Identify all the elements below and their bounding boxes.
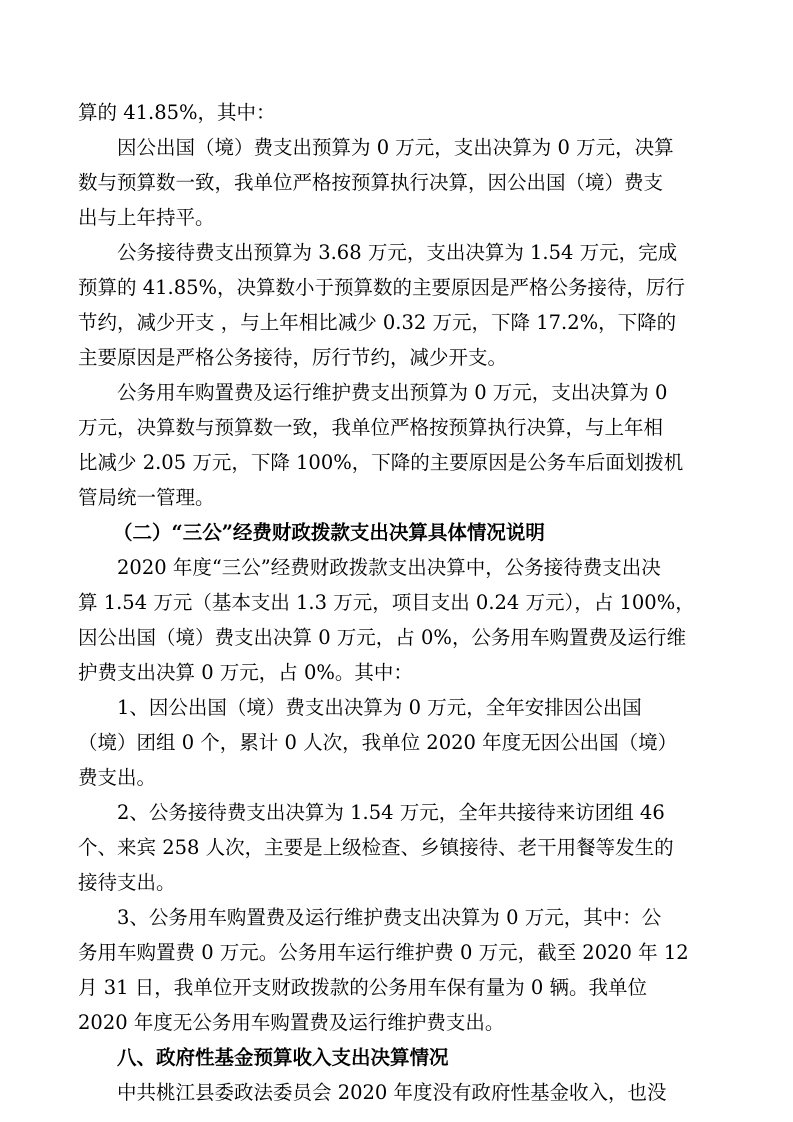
text-line: 护费支出决算 0 万元，占 0%。其中： [78, 661, 413, 684]
paragraph-line: 1、因公出国（境）费支出决算为 0 万元，全年安排因公出国 [117, 696, 642, 719]
text-line: 算 1.54 万元（基本支出 1.3 万元，项目支出 0.24 万元），占 100%， [78, 591, 695, 614]
paragraph-line: 因公出国（境）费支出预算为 0 万元，支出决算为 0 万元，决算 [117, 136, 674, 159]
text-line: 费支出。 [78, 766, 157, 789]
text-line: 万元，决算数与预算数一致，我单位严格按预算执行决算，与上年相 [78, 416, 664, 439]
text-line: 比减少 2.05 万元，下降 100%，下降的主要原因是公务车后面划拨机 [78, 451, 684, 474]
text-line: 算的 41.85%，其中： [78, 101, 276, 124]
text-line: 2020 年度无公务用车购置费及运行维护费支出。 [78, 1011, 505, 1034]
text-line: 务用车购置费 0 万元。公务用车运行维护费 0 万元，截至 2020 年 12 [78, 941, 689, 964]
paragraph-line: 3、公务用车购置费及运行维护费支出决算为 0 万元，其中：公 [117, 906, 662, 929]
text-line: 出与上年持平。 [78, 206, 215, 229]
paragraph-line: 中共桃江县委政法委员会 2020 年度没有政府性基金收入，也没 [117, 1081, 667, 1104]
text-line: 因公出国（境）费支出决算 0 万元，占 0%，公务用车购置费及运行维 [78, 626, 686, 649]
text-line: 月 31 日，我单位开支财政拨款的公务用车保有量为 0 辆。我单位 [78, 976, 648, 999]
paragraph-line: 公务接待费支出预算为 3.68 万元，支出决算为 1.54 万元，完成 [117, 241, 678, 264]
paragraph-line: 2、公务接待费支出决算为 1.54 万元，全年共接待来访团组 46 [117, 801, 665, 824]
text-line: 主要原因是严格公务接待，厉行节约，减少开支。 [78, 346, 508, 369]
paragraph-line: 公务用车购置费及运行维护费支出预算为 0 万元，支出决算为 0 [117, 381, 668, 404]
section-heading: （二）“三公”经费财政拨款支出决算具体情况说明 [113, 521, 545, 544]
text-line: 管局统一管理。 [78, 486, 215, 509]
text-line: 数与预算数一致，我单位严格按预算执行决算，因公出国（境）费支 [78, 171, 664, 194]
text-line: （境）团组 0 个，累计 0 人次，我单位 2020 年度无因公出国（境） [78, 731, 678, 754]
text-line: 预算的 41.85%，决算数小于预算数的主要原因是严格公务接待，厉行 [78, 276, 686, 299]
text-line: 个、来宾 258 人次，主要是上级检查、乡镇接待、老干用餐等发生的 [78, 836, 674, 859]
text-line: 接待支出。 [78, 871, 176, 894]
text-line: 节约，减少开支 ，与上年相比减少 0.32 万元，下降 17.2%，下降的 [78, 311, 677, 334]
section-heading: 八、政府性基金预算收入支出决算情况 [117, 1046, 449, 1069]
paragraph-line: 2020 年度“三公”经费财政拨款支出决算中，公务接待费支出决 [117, 556, 661, 579]
